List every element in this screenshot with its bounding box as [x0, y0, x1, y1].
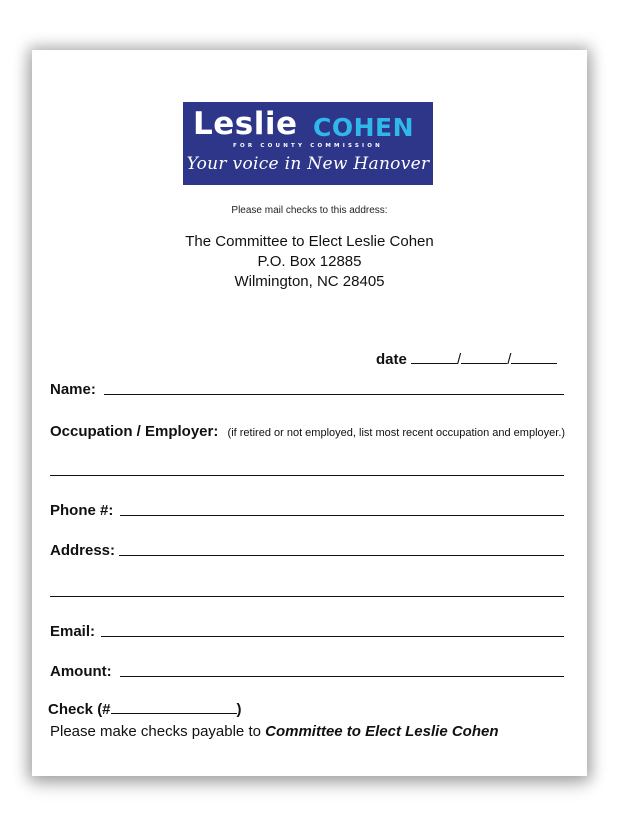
- date-row: [376, 349, 557, 368]
- logo-subtitle: FOR COUNTY COMMISSION: [233, 143, 383, 149]
- payable-prefix: Please make checks payable to: [50, 723, 261, 740]
- check-number-field[interactable]: [111, 699, 237, 714]
- address-line-2: P.O. Box 12885: [257, 253, 362, 270]
- logo-tagline: Your voice in New Hanover: [186, 154, 430, 174]
- date-separator: /: [457, 351, 462, 368]
- phone-label: Phone #:: [50, 502, 114, 519]
- email-field[interactable]: [101, 636, 564, 637]
- mailing-address: [32, 232, 587, 292]
- payable-payee: Committee to Elect Leslie Cohen: [265, 723, 499, 740]
- address-line-1: The Committee to Elect Leslie Cohen: [185, 233, 434, 250]
- name-field[interactable]: [104, 394, 564, 395]
- occupation-note: (if retired or not employed, list most recent occupation and employer.): [227, 427, 566, 439]
- occupation-field[interactable]: [50, 475, 564, 476]
- check-label: Check (#: [48, 701, 111, 718]
- address-line-3: Wilmington, NC 28405: [234, 273, 385, 290]
- check-label-close: ): [236, 701, 242, 718]
- name-label: Name:: [50, 381, 96, 398]
- payable-note: [50, 723, 499, 740]
- date-separator: /: [507, 351, 512, 368]
- occupation-label: Occupation / Employer:: [50, 423, 219, 440]
- email-label: Email:: [50, 623, 96, 640]
- address-label: Address:: [50, 542, 116, 559]
- logo-first-name: Leslie: [193, 106, 298, 142]
- amount-label: Amount:: [50, 663, 112, 680]
- address-field-line-1[interactable]: [119, 555, 564, 556]
- address-field-line-2[interactable]: [50, 596, 564, 597]
- date-label: date: [376, 351, 407, 368]
- date-day-field[interactable]: [461, 349, 507, 364]
- campaign-logo: [183, 102, 433, 185]
- mail-note: Please mail checks to this address:: [231, 205, 388, 216]
- phone-field[interactable]: [120, 515, 564, 516]
- check-row: [48, 699, 242, 718]
- occupation-row: [50, 423, 565, 440]
- logo-last-name: COHEN: [313, 113, 415, 142]
- date-month-field[interactable]: [411, 349, 457, 364]
- contribution-form-sheet: [32, 50, 587, 776]
- date-year-field[interactable]: [511, 349, 557, 364]
- amount-field[interactable]: [120, 676, 564, 677]
